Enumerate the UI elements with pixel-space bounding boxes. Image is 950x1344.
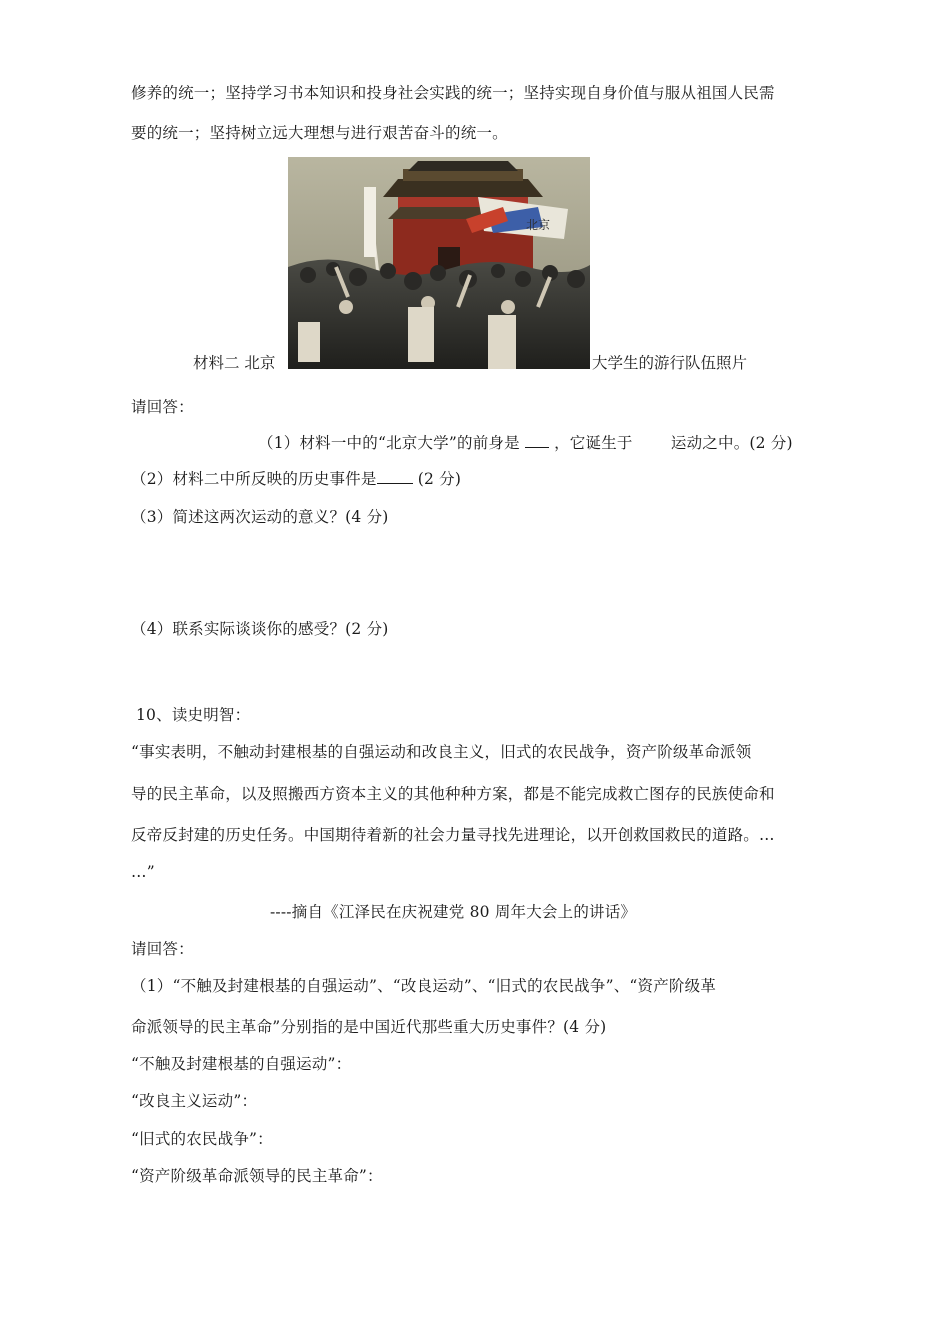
q10-answer-line-4: “资产阶级革命派领导的民主革命”： xyxy=(131,1167,383,1185)
q10-question-1-line-2: 命派领导的民主革命”分别指的是中国近代那些重大历史事件？(4 分) xyxy=(131,1018,607,1036)
q9-prompt: 请回答： xyxy=(131,398,194,416)
banner-text: 北京 xyxy=(526,218,551,232)
q10-quote-line-1: “事实表明，不触动封建根基的自强运动和改良主义，旧式的农民战争，资产阶级革命派领 xyxy=(131,743,752,761)
q10-quote-line-4: …” xyxy=(131,863,155,881)
photo-caption-left: 材料二 北京 xyxy=(193,354,276,372)
protest-photo xyxy=(288,157,590,369)
photo-caption-right: 大学生的游行队伍照片 xyxy=(592,354,748,372)
q9-question-1: （1）材料一中的“北京大学”的前身是 ，它诞生于 运动之中。(2 分) xyxy=(258,434,793,452)
intro-line-1: 修养的统一；坚持学习书本知识和投身社会实践的统一；坚持实现自身价值与服从祖国人民需 xyxy=(131,84,775,102)
q9-question-4: （4）联系实际谈谈你的感受？(2 分) xyxy=(131,620,389,638)
q9-question-3: （3）简述这两次运动的意义？(4 分) xyxy=(131,508,389,526)
q9-question-2: （2）材料二中所反映的历史事件是 (2 分) xyxy=(131,470,462,488)
q10-quote-line-2: 导的民主革命，以及照搬西方资本主义的其他种种方案，都是不能完成救亡图存的民族使命和 xyxy=(131,785,775,803)
intro-line-2: 要的统一；坚持树立远大理想与进行艰苦奋斗的统一。 xyxy=(131,124,508,142)
q10-answer-line-1: “不触及封建根基的自强运动”： xyxy=(131,1055,352,1073)
q10-title: 10、读史明智： xyxy=(136,706,251,724)
q10-answer-line-3: “旧式的农民战争”： xyxy=(131,1130,273,1148)
answer-blank[interactable] xyxy=(525,432,549,448)
q10-answer-line-2: “改良主义运动”： xyxy=(131,1092,258,1110)
q10-question-1-line-1: （1）“不触及封建根基的自强运动”、“改良运动”、“旧式的农民战争”、“资产阶级革 xyxy=(131,977,717,995)
q10-source: ----摘自《江泽民在庆祝建党 80 周年大会上的讲话》 xyxy=(270,903,637,921)
answer-blank[interactable] xyxy=(377,468,413,484)
q10-prompt: 请回答： xyxy=(131,940,194,958)
q10-quote-line-3: 反帝反封建的历史任务。中国期待着新的社会力量寻找先进理论，以开创救国救民的道路。… xyxy=(131,826,775,844)
